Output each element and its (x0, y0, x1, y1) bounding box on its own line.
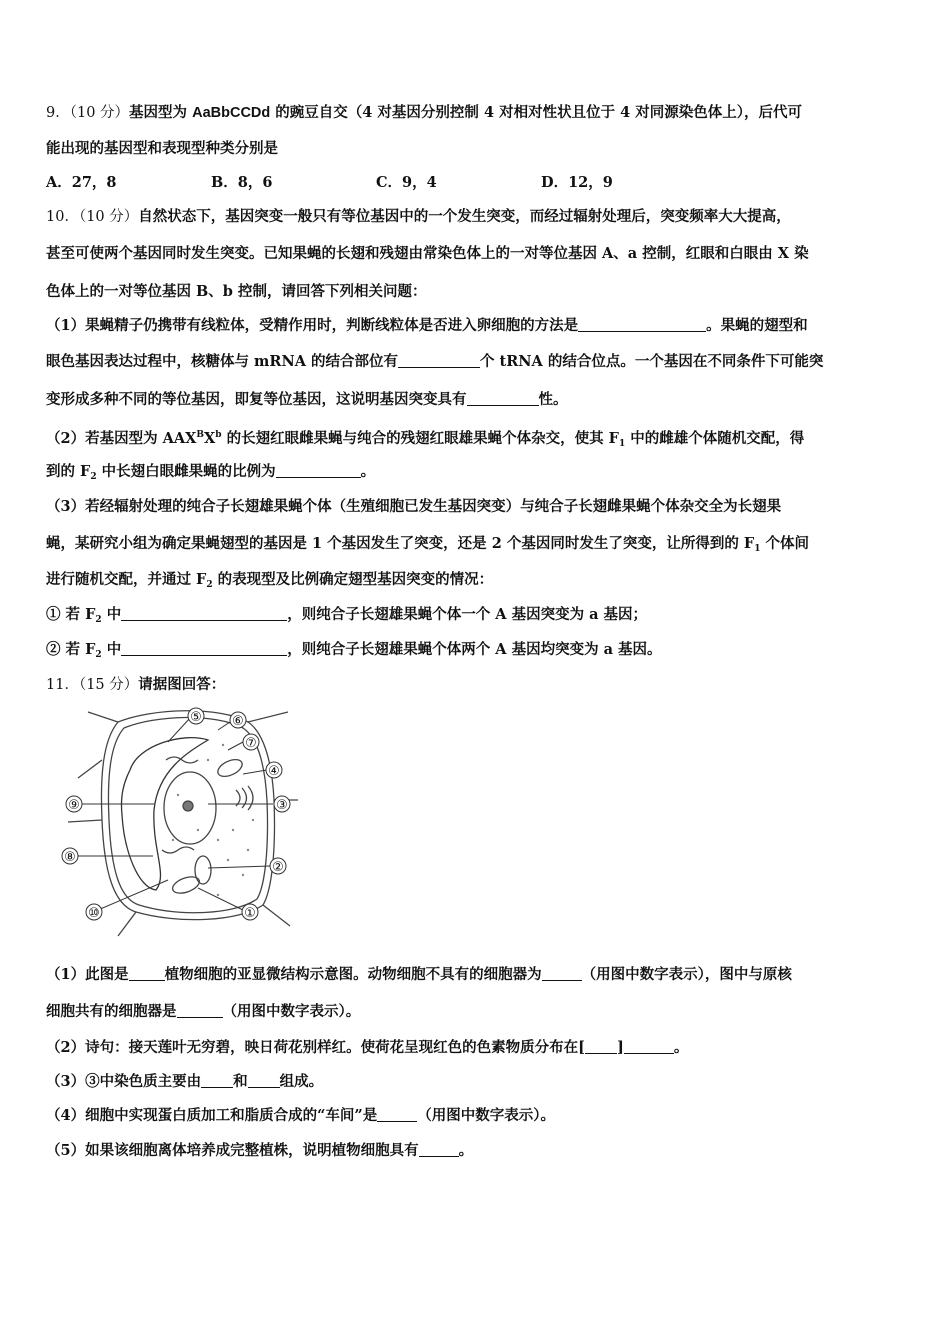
q10-p1-answer-blank-2[interactable] (398, 353, 480, 368)
q11-prompt: 请据图回答： (138, 676, 226, 693)
q10-part1-line-3 (46, 390, 568, 410)
q10-part2-line-2 (46, 462, 375, 487)
figure-label-3: ③ (276, 798, 288, 813)
q10-part1-line-1 (46, 316, 808, 336)
q11-score: （15 分） (78, 677, 139, 693)
q10-case2-text-b: 中 (101, 641, 122, 658)
q11-sub3 (46, 1072, 323, 1092)
q10-case2-text-a: ② 若 F (46, 641, 96, 658)
chloroplast-2 (170, 874, 201, 897)
golgi (236, 786, 253, 810)
q10-p3-sub-1: 1 (754, 544, 761, 554)
q10-p1-text-c: 眼色基因表达过程中，核糖体与 mRNA 的结合部位有 (46, 353, 398, 370)
q10-case1-text-c: ，则纯合子长翅雄果蝇个体一个 A 基因突变为 a 基因； (287, 606, 648, 623)
q11-s1-text-d: 细胞共有的细胞器是 (46, 1003, 177, 1020)
q11-s1-text-e: （用图中数字表示）。 (222, 1003, 361, 1020)
q10-p1-text-f: 性。 (538, 391, 568, 408)
q10-p1-text-e: 变形成多种不同的等位基因，即复等位基因，这说明基因突变具有 (46, 391, 467, 408)
q10-case2-text-c: ，则纯合子长翅雄果蝇个体两个 A 基因均突变为 a 基因。 (287, 641, 662, 658)
q10-p2-text-e: 中长翅白眼雌果蝇的比例为 (96, 463, 276, 480)
q11-sub5 (46, 1141, 473, 1161)
q10-score: （10 分） (78, 209, 139, 225)
q10-case2-answer-blank[interactable] (121, 641, 287, 656)
q11-sub1-line-1 (46, 965, 792, 985)
q10-intro-1: 自然状态下，基因突变一般只有等位基因中的一个发生突变，而经过辐射处理后，突变频率大大提高， (138, 208, 791, 225)
figure-label-7: ⑦ (245, 736, 257, 751)
q10-p3-text-d: 的表现型及比例确定翅型基因突变的情况： (212, 571, 494, 588)
q11-sub4 (46, 1106, 555, 1126)
q10-p1-text-d: 个 tRNA 的结合位点。一个基因在不同条件下可能突 (480, 353, 824, 370)
q10-p3-text-c: 进行随机交配，并通过 F (46, 571, 207, 588)
q10-p2-text-c: 中的雌雄个体随机交配，得 (625, 430, 805, 447)
q10-number: 10． (46, 209, 79, 225)
q10-p3-text-b: 个体间 (760, 535, 810, 552)
q11-s1-text-b: 植物细胞的亚显微结构示意图。动物细胞不具有的细胞器为 (164, 966, 542, 983)
q11-sub2 (46, 1038, 688, 1058)
q10-case1-answer-blank[interactable] (121, 606, 287, 621)
q11-s3-text-b: 和 (233, 1073, 248, 1090)
q11-number: 11． (46, 677, 79, 693)
q10-p2-sup-2: b (215, 430, 222, 440)
q11-s1-answer-blank-1[interactable] (129, 966, 165, 981)
q11-s2-text-c: 。 (673, 1039, 689, 1056)
q11-s3-answer-blank-1[interactable] (201, 1073, 233, 1088)
q11-s3-text-a: （3）③中染色质主要由 (46, 1073, 202, 1090)
q10-p1-text-b: 。果蝇的翅型和 (706, 317, 808, 334)
q10-p1-answer-blank-1[interactable] (578, 317, 706, 332)
figure-label-10: ⑩ (88, 906, 100, 921)
figure-label-1: ① (244, 906, 256, 921)
q10-line-1 (46, 207, 791, 227)
q10-p3-text-a: 蝇，某研究小组为确定果蝇翅型的基因是 1 个基因发生了突变，还是 2 个基因同时发生了突变，让所得到的 F (46, 535, 755, 552)
q10-p2-text-f: 。 (360, 463, 376, 480)
q11-s2-text-b: ] (616, 1039, 624, 1056)
plant-cell-diagram (58, 700, 298, 940)
q10-p2-answer-blank[interactable] (276, 463, 361, 478)
q11-s2-text-a: （2）诗句：接天莲叶无穷碧，映日荷花别样红。使荷花呈现红色的色素物质分布在[ (46, 1039, 585, 1056)
mitochondrion (195, 856, 211, 884)
q9-line-2: 能出现的基因型和表现型种类分别是 (46, 140, 278, 157)
figure-label-8: ⑧ (64, 850, 76, 865)
q10-case2-sub: 2 (95, 650, 102, 660)
figure-label-5: ⑤ (190, 710, 202, 725)
cell-wall-inner (108, 717, 267, 912)
q10-part3-line-3 (46, 570, 493, 595)
q10-p2-text-a: （2）若基因型为 AAX (46, 430, 197, 447)
figure-label-6: ⑥ (232, 714, 244, 729)
q11-s4-answer-blank[interactable] (377, 1107, 417, 1122)
q10-p2-text-b: 的长翅红眼雌果蝇与纯合的残翅红眼雄果蝇个体杂交，使其 F (221, 430, 619, 447)
q11-s3-text-c: 组成。 (279, 1073, 324, 1090)
q11-s1-text-a: （1）此图是 (46, 966, 129, 983)
q11-s5-text-b: 。 (458, 1142, 474, 1159)
q10-case1-text-a: ① 若 F (46, 606, 96, 623)
q10-case1-sub: 2 (95, 615, 102, 625)
q10-intro-3: 色体上的一对等位基因 B、b 控制，请回答下列相关问题： (46, 283, 427, 300)
q10-part1-line-2 (46, 352, 823, 372)
q11-s1-text-c: （用图中数字表示），图中与原核 (581, 966, 792, 983)
q9-score: （10 分） (69, 105, 130, 121)
q9-text-a: 基因型为 (129, 104, 193, 121)
figure-label-4: ④ (268, 764, 280, 779)
q11-s4-text-a: （4）细胞中实现蛋白质加工和脂质合成的“车间”是 (46, 1107, 378, 1124)
q11-heading (46, 675, 225, 695)
q9-options (46, 173, 613, 193)
q9-option-d: D．12，9 (541, 174, 613, 191)
q10-p2-x: X (204, 430, 216, 447)
q11-s2-answer-blank-1[interactable] (585, 1039, 617, 1054)
q10-p1-answer-blank-3[interactable] (467, 391, 539, 406)
q9-line-1 (46, 103, 802, 123)
q11-s5-answer-blank[interactable] (419, 1142, 459, 1157)
q10-part3-line-1: （3）若经辐射处理的纯合子长翅雄果蝇个体（生殖细胞已发生基因突变）与纯合子长翅雌果蝇个体杂交全为长翅果 (46, 498, 782, 515)
q11-s2-answer-blank-2[interactable] (624, 1039, 674, 1054)
q10-p2-text-d: 到的 F (46, 463, 91, 480)
q11-s5-text-a: （5）如果该细胞离体培养成完整植株，说明植物细胞具有 (46, 1142, 419, 1159)
q9-genotype: AaBbCCDd (192, 105, 271, 121)
q10-p2-sub-1: 1 (618, 439, 626, 449)
q10-case-1 (46, 605, 647, 630)
q11-s3-answer-blank-2[interactable] (248, 1073, 280, 1088)
figure-label-2: ② (272, 860, 284, 875)
q11-s1-answer-blank-3[interactable] (177, 1003, 223, 1018)
q9-number: 9． (46, 105, 70, 121)
q11-s1-answer-blank-2[interactable] (542, 966, 582, 981)
q9-option-c: C．9，4 (376, 174, 437, 191)
q10-p3-sub-2: 2 (206, 580, 213, 590)
q10-intro-2: 甚至可使两个基因同时发生突变。已知果蝇的长翅和残翅由常染色体上的一对等位基因 A、a 控制，红眼和白眼由 X 染 (46, 245, 809, 262)
q9-option-a: A．27，8 (46, 174, 117, 191)
q10-case1-text-b: 中 (101, 606, 122, 623)
nucleolus (183, 801, 193, 811)
q10-p1-text-a: （1）果蝇精子仍携带有线粒体，受精作用时，判断线粒体是否进入卵细胞的方法是 (46, 317, 579, 334)
q11-s4-text-b: （用图中数字表示）。 (417, 1107, 556, 1124)
q10-p2-sup-1: B (196, 430, 204, 440)
q9-text-b: 的豌豆自交（4 对基因分别控制 4 对相对性状且位于 4 对同源染色体上），后代可 (270, 104, 803, 121)
q10-case-2 (46, 640, 662, 665)
q9-option-b: B．8，6 (211, 174, 273, 191)
q11-sub1-line-2 (46, 1002, 360, 1022)
q10-part3-line-2 (46, 534, 809, 559)
chloroplast-1 (215, 756, 244, 780)
q10-p2-sub-2: 2 (90, 472, 97, 482)
figure-label-9: ⑨ (68, 798, 80, 813)
q10-part2-line-1 (46, 425, 804, 454)
